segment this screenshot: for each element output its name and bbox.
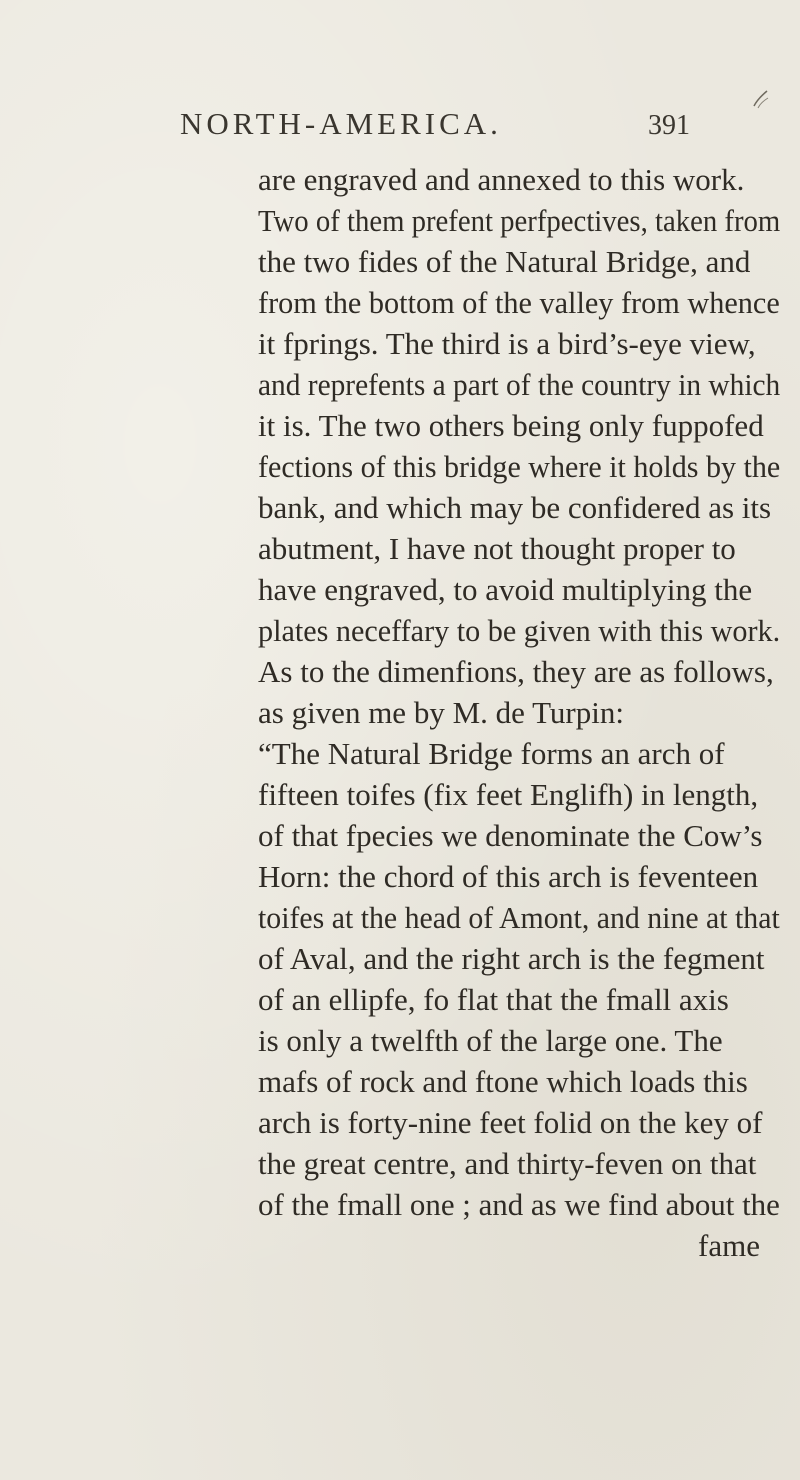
text-line: plates neceffary to be given with this work. [258, 613, 781, 648]
text-line: the two fides of the Natural Bridge, and [258, 244, 751, 279]
text-line: the great centre, and thirty-feven on that [258, 1146, 757, 1181]
running-title: NORTH-AMERICA. [180, 106, 502, 141]
text-line: “The Natural Bridge forms an arch of [258, 736, 725, 771]
text-line: it is. The two others being only fuppofed [258, 408, 764, 443]
text-line: as given me by M. de Turpin: [258, 695, 624, 730]
text-line: from the bottom of the valley from whence [258, 285, 780, 320]
text-line: As to the dimenfions, they are as follows, [258, 654, 774, 689]
text-line: of an ellipfe, fo flat that the fmall axis [258, 982, 729, 1017]
text-line: of the fmall one ; and as we find about the [258, 1187, 780, 1222]
catchword: fame [698, 1228, 760, 1263]
text-line: fections of this bridge where it holds by the [258, 449, 781, 484]
text-line: of that fpecies we denominate the Cow’s [258, 818, 763, 853]
text-line: is only a twelfth of the large one. The [258, 1023, 723, 1058]
text-line: toifes at the head of Amont, and nine at that [258, 900, 780, 935]
text-line: and reprefents a part of the country in which [258, 367, 781, 402]
text-line: of Aval, and the right arch is the fegment [258, 941, 765, 976]
text-line: it fprings. The third is a bird’s-eye view, [258, 326, 756, 361]
page-number: 391 [648, 110, 690, 141]
text-line: are engraved and annexed to this work. [258, 162, 745, 197]
text-line: have engraved, to avoid multiplying the [258, 572, 753, 607]
page-header [180, 106, 690, 146]
text-line: mafs of rock and ftone which loads this [258, 1064, 748, 1099]
text-line: bank, and which may be confidered as its [258, 490, 772, 525]
text-line: Two of them prefent perfpectives, taken from [258, 203, 781, 238]
text-line: fifteen toifes (fix feet Englifh) in length, [258, 777, 759, 812]
margin-ink-mark [752, 88, 770, 110]
text-line: abutment, I have not thought proper to [258, 531, 736, 566]
text-line: arch is forty-nine feet folid on the key of [258, 1105, 763, 1140]
text-line: Horn: the chord of this arch is feventeen [258, 859, 759, 894]
